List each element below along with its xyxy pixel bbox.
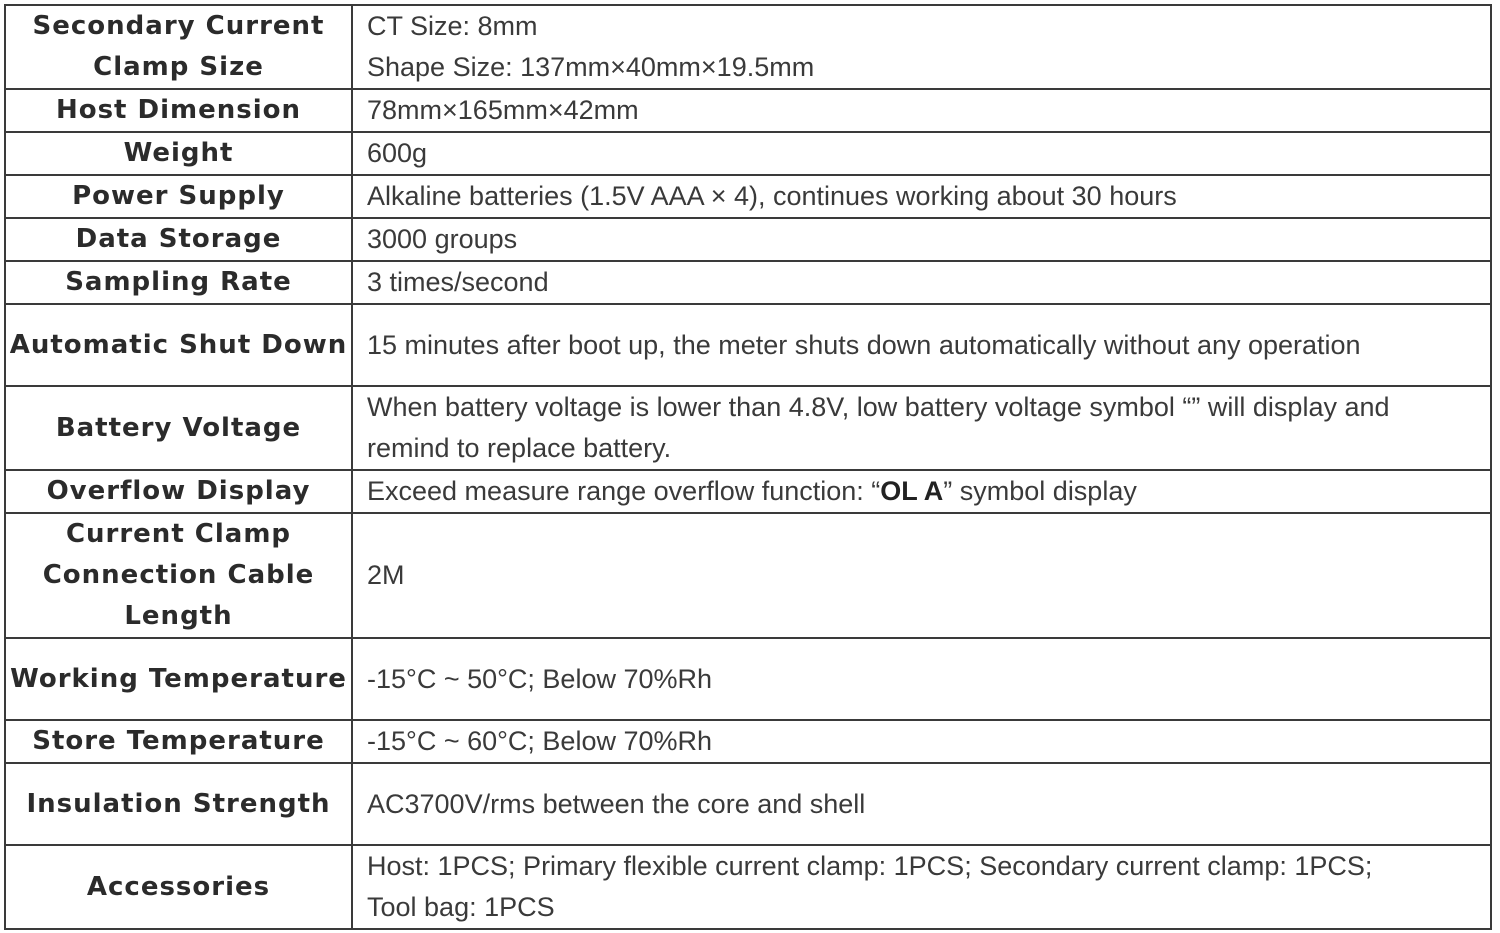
row-value: 3000 groups (352, 218, 1491, 261)
table-row (5, 89, 1491, 132)
row-value (352, 386, 1491, 470)
row-label: Host Dimension (5, 89, 352, 132)
row-label: Working Temperature (5, 638, 352, 720)
row-label: Overflow Display (5, 470, 352, 513)
label-line: Current Clamp (65, 519, 292, 549)
table-row (5, 720, 1491, 763)
row-value: 15 minutes after boot up, the meter shuts down automatically without any operation (352, 304, 1491, 386)
label-line: Secondary Current (32, 11, 325, 41)
row-value: 3 times/second (352, 261, 1491, 304)
value-line: When battery voltage is lower than 4.8V, low battery voltage symbol “” will display and (367, 392, 1390, 422)
row-label: Weight (5, 132, 352, 175)
table-row (5, 513, 1491, 638)
row-label: Accessories (5, 845, 352, 929)
table-row (5, 763, 1491, 845)
label-line: Clamp Size (93, 52, 264, 82)
row-label: Battery Voltage (5, 386, 352, 470)
table-row (5, 845, 1491, 929)
row-value: 600g (352, 132, 1491, 175)
row-label (5, 5, 352, 89)
table-row (5, 261, 1491, 304)
value-prefix: Exceed measure range overflow function: “ (367, 476, 881, 506)
row-value (352, 845, 1491, 929)
value-suffix: ” symbol display (943, 476, 1137, 506)
row-value: Alkaline batteries (1.5V AAA × 4), continues working about 30 hours (352, 175, 1491, 218)
row-value: -15°C ~ 50°C; Below 70%Rh (352, 638, 1491, 720)
row-value: -15°C ~ 60°C; Below 70%Rh (352, 720, 1491, 763)
row-label: Sampling Rate (5, 261, 352, 304)
row-label: Data Storage (5, 218, 352, 261)
table-row (5, 386, 1491, 470)
row-value: 78mm×165mm×42mm (352, 89, 1491, 132)
row-label: Power Supply (5, 175, 352, 218)
table-row (5, 218, 1491, 261)
value-line: Shape Size: 137mm×40mm×19.5mm (367, 52, 815, 82)
row-label: Insulation Strength (5, 763, 352, 845)
value-line: CT Size: 8mm (367, 11, 538, 41)
row-label (5, 513, 352, 638)
row-value: AC3700V/rms between the core and shell (352, 763, 1491, 845)
row-value: 2M (352, 513, 1491, 638)
row-label: Automatic Shut Down (5, 304, 352, 386)
label-line: Connection Cable (42, 560, 315, 590)
row-value (352, 5, 1491, 89)
label-line: Length (124, 601, 233, 631)
row-value (352, 470, 1491, 513)
specification-table (4, 4, 1492, 930)
table-row (5, 5, 1491, 89)
table-row (5, 470, 1491, 513)
value-line: Host: 1PCS; Primary flexible current clamp: 1PCS; Secondary current clamp: 1PCS; (367, 851, 1373, 881)
value-line: Tool bag: 1PCS (367, 892, 555, 922)
row-label: Store Temperature (5, 720, 352, 763)
value-line: remind to replace battery. (367, 433, 672, 463)
table-row (5, 638, 1491, 720)
overflow-symbol: OL A (880, 476, 944, 506)
table-row (5, 304, 1491, 386)
table-row (5, 132, 1491, 175)
table-row (5, 175, 1491, 218)
